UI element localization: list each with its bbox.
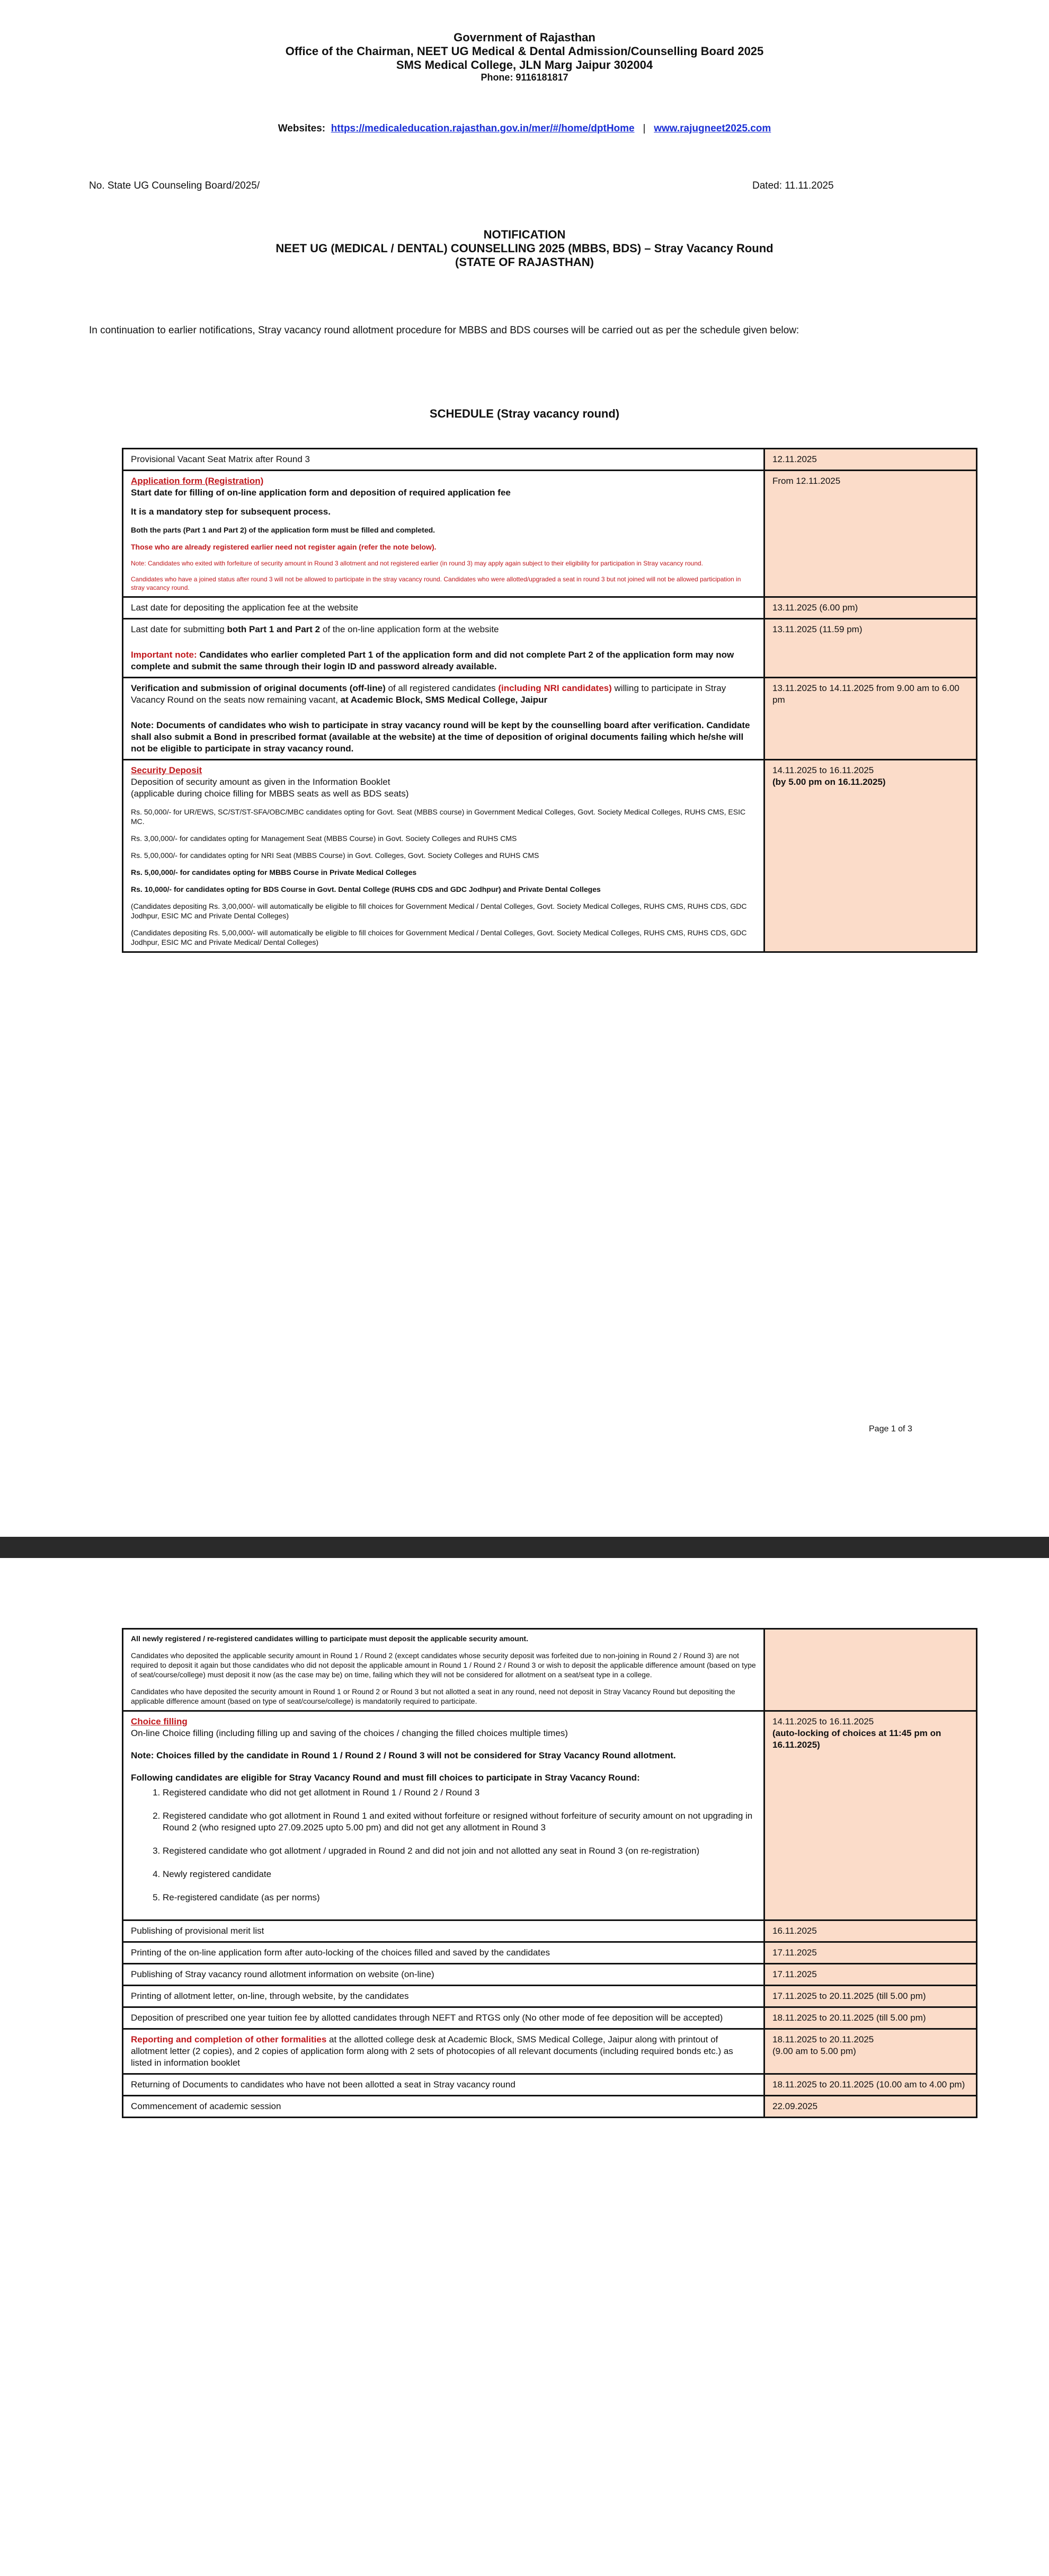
desc-text: willing to participate in Stray Vacancy Round on the seats now remaining vacant, (131, 683, 726, 705)
row-desc (123, 619, 764, 678)
table-row (123, 1942, 977, 1964)
row-desc: Deposition of prescribed one year tuition fee by allotted candidates through NEFT and RTGS only (No other mode of fee deposition will be accepted) (123, 2007, 764, 2029)
application-form-start: Start date for filling of on-line application form and deposition of required application fee (131, 488, 511, 498)
verification-heading: Verification and submission of original documents (off-line) (131, 683, 386, 693)
schedule-title: SCHEDULE (Stray vacancy round) (429, 407, 620, 420)
row-desc: Provisional Vacant Seat Matrix after Round 3 (123, 449, 764, 471)
reporting-text: at the allotted college desk at Academic Block, SMS Medical College, Jaipur along with printout of allotment letter (2 copies), and 2 copies of application form along with 2 sets of photocopies of all relevant documents (including required bonds etc.) as listed in information booklet (131, 2034, 733, 2068)
row-date: 13.11.2025 to 14.11.2025 from 9.00 am to 6.00 pm (764, 678, 977, 760)
row-desc (123, 471, 764, 597)
security-deposit-heading: Security Deposit (131, 765, 202, 775)
website-link-1[interactable]: https://medicaleducation.rajasthan.gov.in/mer/#/home/dptHome (331, 123, 635, 134)
desc-bold: both Part 1 and Part 2 (227, 624, 321, 634)
nri-label: (including NRI candidates) (498, 683, 612, 693)
security-amount-item: Rs. 10,000/- for candidates opting for BDS Course in Govt. Dental College (RUHS CDS and GDC Jodhpur) and Private Dental Colleges (131, 885, 601, 893)
date-time: (9.00 am to 5.00 pm) (772, 2046, 856, 2056)
row-date (764, 1629, 977, 1711)
security-not-allotted: Candidates who have deposited the security amount in Round 1 or Round 2 or Round 3 but not allotted a seat in any round, need not deposit in Stray Vacancy Round but depositing the applicable difference amount (based on type of seat/course/college) is mandatorily required to participate. (131, 1687, 735, 1705)
schedule-table-page-1 (122, 448, 977, 953)
date-deadline: (by 5.00 pm on 16.11.2025) (772, 777, 886, 787)
already-registered-note: Those who are already registered earlier need not register again (refer the note below). (131, 543, 437, 551)
list-item: 5. Re-registered candidate (as per norms) (163, 1892, 756, 1904)
page-footer: Page 1 of 3 (869, 1424, 912, 1433)
notification-state: (STATE OF RAJASTHAN) (455, 255, 594, 269)
notification-title: NOTIFICATION (483, 228, 566, 241)
table-row (123, 1986, 977, 2007)
list-item: 2. Registered candidate who got allotment in Round 1 and exited without forfeiture or resigned without forfeiture of security amount on not upgrading in Round 2 (who resigned upto 27.09.2025 upto 5.00 pm) and did not get any allotment in Round 3 (163, 1810, 756, 1834)
important-note-text: Candidates who earlier completed Part 1 of the application form and did not complete Part 2 of the application form may now complete and submit the same through their login ID and password already available. (131, 650, 734, 671)
both-parts-note: Both the parts (Part 1 and Part 2) of the application form must be filled and completed. (131, 526, 435, 534)
letterhead (0, 31, 1049, 83)
date-range: 14.11.2025 to 16.11.2025 (772, 1716, 874, 1727)
row-desc: Last date for depositing the application fee at the website (123, 597, 764, 619)
security-previous-rounds: Candidates who deposited the applicable security amount in Round 1 / Round 2 (except candidates whose security deposit was forfeited due to non-joining in Round 2 / Round 3) are not required to deposit it again but those candidates who did not deposit the applicable amount in Round 1 / Round 2 / Round 3 or wish to deposit the applicable difference amount (based on type of seat/course/college) must deposit it now (as the case may be) on time, failing which they will not be considered for allotment on a seat/seat type in a college. (131, 1651, 756, 1679)
security-all-registered: All newly registered / re-registered candidates willing to participate must deposit the applicable security amount. (131, 1634, 528, 1643)
list-item: 1. Registered candidate who did not get allotment in Round 1 / Round 2 / Round 3 (163, 1787, 756, 1799)
table-row (123, 760, 977, 952)
row-date: 18.11.2025 to 20.11.2025 (till 5.00 pm) (764, 2007, 977, 2029)
letterhead-government: Government of Rajasthan (454, 31, 595, 44)
verification-note: Note: Documents of candidates who wish to participate in stray vacancy round will be kept by the counselling board after verification. Candidate shall also submit a Bond in prescribed format (available at the website) at the time of deposition of original documents failing which he/she will not be eligible to participate in stray vacancy round. (131, 720, 750, 754)
security-amount-item: Rs. 50,000/- for UR/EWS, SC/ST/ST-SFA/OBC/MBC candidates opting for Govt. Seat (MBBS course) in Government Medical Colleges, Govt. Society Medical Colleges, RUHS CMS, ESIC MC. (131, 808, 746, 826)
row-date (764, 2029, 977, 2074)
table-row (123, 678, 977, 760)
desc-text: of all registered candidates (385, 683, 499, 693)
table-row (123, 1964, 977, 1986)
row-desc: Publishing of provisional merit list (123, 1920, 764, 1942)
row-date: 17.11.2025 (764, 1942, 977, 1964)
table-row (123, 1920, 977, 1942)
security-line: (applicable during choice filling for MBBS seats as well as BDS seats) (131, 789, 409, 799)
letterhead-college: SMS Medical College, JLN Marg Jaipur 302004 (396, 58, 653, 72)
table-row (123, 2029, 977, 2074)
page-separator (0, 1537, 1049, 1558)
row-date: 22.09.2025 (764, 2096, 977, 2118)
row-desc (123, 678, 764, 760)
joined-status-note: Candidates who have a joined status after round 3 will not be allowed to participate in the stray vacancy round. Candidates who were allotted/upgraded a seat in round 3 but not joined will not be allowed participation in stray vacancy round. (131, 576, 741, 591)
websites-line (0, 123, 1049, 135)
eligible-candidates-list (131, 1787, 756, 1904)
row-desc (123, 2029, 764, 2074)
websites-label: Websites: (278, 123, 326, 134)
date-range: 18.11.2025 to 20.11.2025 (772, 2034, 874, 2044)
table-row (123, 471, 977, 597)
table-row (123, 2096, 977, 2118)
list-item: 3. Registered candidate who got allotment / upgraded in Round 2 and did not join and not allotted any seat in Round 3 (on re-registration) (163, 1845, 756, 1857)
security-amount-item: Rs. 5,00,000/- for candidates opting for MBBS Course in Private Medical Colleges (131, 868, 417, 877)
choice-filling-desc: On-line Choice filling (including filling up and saving of the choices / changing the filled choices multiple times) (131, 1728, 568, 1738)
eligible-candidates-heading: Following candidates are eligible for Stray Vacancy Round and must fill choices to participate in Stray Vacancy Round: (131, 1773, 640, 1783)
security-amount-item: Rs. 3,00,000/- for candidates opting for Management Seat (MBBS Course) in Govt. Society Colleges and RUHS CMS (131, 834, 517, 843)
table-row (123, 1629, 977, 1711)
choice-filling-heading: Choice filling (131, 1716, 188, 1727)
websites-separator: | (643, 123, 646, 134)
notification-heading (0, 228, 1049, 269)
row-date: 17.11.2025 to 20.11.2025 (till 5.00 pm) (764, 1986, 977, 2007)
desc-text: Last date for submitting (131, 624, 227, 634)
choice-filling-note: Note: Choices filled by the candidate in Round 1 / Round 2 / Round 3 will not be considered for Stray Vacancy Round allotment. (131, 1750, 676, 1760)
table-row (123, 597, 977, 619)
reference-date: Dated: 11.11.2025 (752, 180, 834, 191)
list-item: 4. Newly registered candidate (163, 1869, 756, 1880)
venue-text: at Academic Block, SMS Medical College, Jaipur (340, 695, 548, 705)
row-date: 13.11.2025 (11.59 pm) (764, 619, 977, 678)
website-link-2[interactable]: www.rajugneet2025.com (654, 123, 771, 134)
exited-candidates-note: Note: Candidates who exited with forfeiture of security amount in Round 3 allotment and not registered earlier (in round 3) may apply again subject to their eligibility for participation in Stray vacancy round. (131, 560, 703, 567)
letterhead-office: Office of the Chairman, NEET UG Medical & Dental Admission/Counselling Board 2025 (285, 45, 764, 58)
mandatory-step: It is a mandatory step for subsequent process. (131, 507, 331, 517)
reference-number: No. State UG Counseling Board/2025/ (89, 180, 260, 191)
letterhead-phone: Phone: 9116181817 (481, 72, 568, 83)
row-date: 13.11.2025 (6.00 pm) (764, 597, 977, 619)
row-desc: Returning of Documents to candidates who have not been allotted a seat in Stray vacancy round (123, 2074, 764, 2096)
table-row (123, 1711, 977, 1920)
row-desc (123, 1711, 764, 1920)
reporting-heading: Reporting and completion of other formalities (131, 2034, 327, 2044)
date-deadline: (auto-locking of choices at 11:45 pm on 16.11.2025) (772, 1728, 941, 1750)
row-date: 18.11.2025 to 20.11.2025 (10.00 am to 4.00 pm) (764, 2074, 977, 2096)
row-desc: Printing of the on-line application form after auto-locking of the choices filled and saved by the candidates (123, 1942, 764, 1964)
notification-subtitle: NEET UG (MEDICAL / DENTAL) COUNSELLING 2025 (MBBS, BDS) – Stray Vacancy Round (275, 242, 774, 255)
table-row (123, 449, 977, 471)
row-desc: Commencement of academic session (123, 2096, 764, 2118)
desc-text: of the on-line application form at the website (320, 624, 499, 634)
row-date: 17.11.2025 (764, 1964, 977, 1986)
date-range: 14.11.2025 to 16.11.2025 (772, 765, 874, 775)
row-desc: Publishing of Stray vacancy round allotment information on website (on-line) (123, 1964, 764, 1986)
row-date: 16.11.2025 (764, 1920, 977, 1942)
security-amount-item: (Candidates depositing Rs. 3,00,000/- will automatically be eligible to fill choices for Government Medical / Dental Colleges, Govt. Society Medical Colleges, RUHS CMS, RUHS CDS, GDC Jodhpur, ESIC MC and Private Dental Colleges) (131, 902, 747, 920)
row-desc: Printing of allotment letter, on-line, through website, by the candidates (123, 1986, 764, 2007)
notification-intro: In continuation to earlier notifications, Stray vacancy round allotment procedure for MBBS and BDS courses will be carried out as per the schedule given below: (89, 325, 799, 336)
row-date: 12.11.2025 (764, 449, 977, 471)
important-note-label: Important note: (131, 650, 197, 660)
security-amount-item: (Candidates depositing Rs. 5,00,000/- will automatically be eligible to fill choices for Government Medical / Dental Colleges, Govt. Society Medical Colleges, RUHS CMS, RUHS CDS, GDC Jodhpur, ESIC MC and Private Medical/ Dental Colleges) (131, 928, 747, 946)
table-row (123, 619, 977, 678)
row-date: From 12.11.2025 (764, 471, 977, 597)
row-date (764, 760, 977, 952)
row-desc (123, 760, 764, 952)
table-row (123, 2074, 977, 2096)
row-desc (123, 1629, 764, 1711)
table-row (123, 2007, 977, 2029)
row-date (764, 1711, 977, 1920)
application-form-heading: Application form (Registration) (131, 476, 264, 486)
document-page-2 (0, 1558, 1049, 2576)
security-amount-item: Rs. 5,00,000/- for candidates opting for NRI Seat (MBBS Course) in Govt. Colleges, Govt. Society Colleges and RUHS CMS (131, 851, 539, 860)
schedule-table-page-2 (122, 1628, 977, 2118)
security-line: Deposition of security amount as given in the Information Booklet (131, 777, 390, 787)
